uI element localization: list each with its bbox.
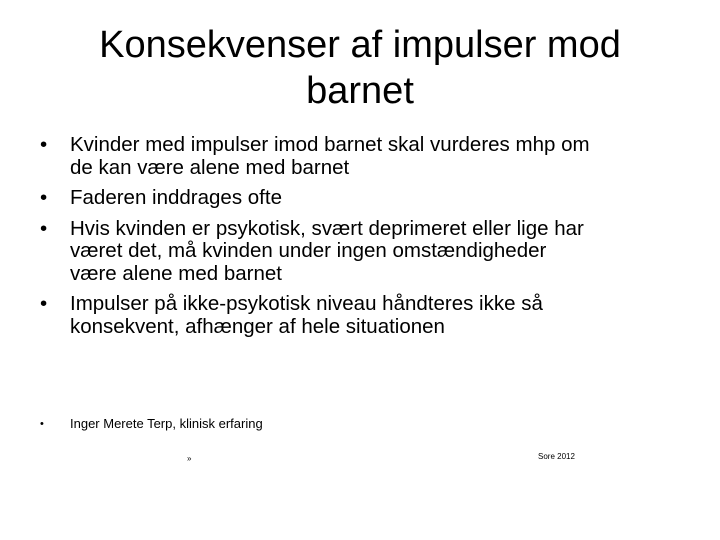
slide-title (0, 22, 720, 114)
bullet-text: være alene med barnet (70, 261, 282, 285)
bullet-text: Hvis kvinden er psykotisk, svært deprimeret eller lige har (70, 216, 584, 240)
footer-marker: » (187, 454, 192, 463)
footer-date: Sore 2012 (538, 452, 575, 461)
bullet-item (40, 218, 700, 286)
bullet-text: konsekvent, afhænger af hele situationen (70, 314, 445, 338)
bullet-text: Kvinder med impulser imod barnet skal vurderes mhp om (70, 133, 590, 156)
bullet-item (40, 293, 700, 338)
bullet-text: været det, må kvinden under ingen omstændigheder (70, 239, 547, 262)
bullet-icon: • (40, 292, 48, 315)
bullet-icon: • (40, 133, 48, 156)
bullet-item (40, 134, 700, 179)
bullet-item (40, 187, 700, 210)
bullet-list (40, 134, 700, 346)
title-line: Konsekvenser af impulser mod (99, 24, 621, 66)
title-line: barnet (306, 70, 414, 112)
source-text: Inger Merete Terp, klinisk erfaring (70, 416, 263, 431)
bullet-icon: • (40, 418, 44, 430)
bullet-text: Impulser på ikke-psykotisk niveau håndteres ikke så (70, 292, 543, 315)
bullet-text: de kan være alene med barnet (70, 155, 350, 179)
bullet-icon: • (40, 186, 48, 209)
bullet-icon: • (40, 216, 48, 240)
bullet-text: Faderen inddrages ofte (70, 186, 282, 209)
